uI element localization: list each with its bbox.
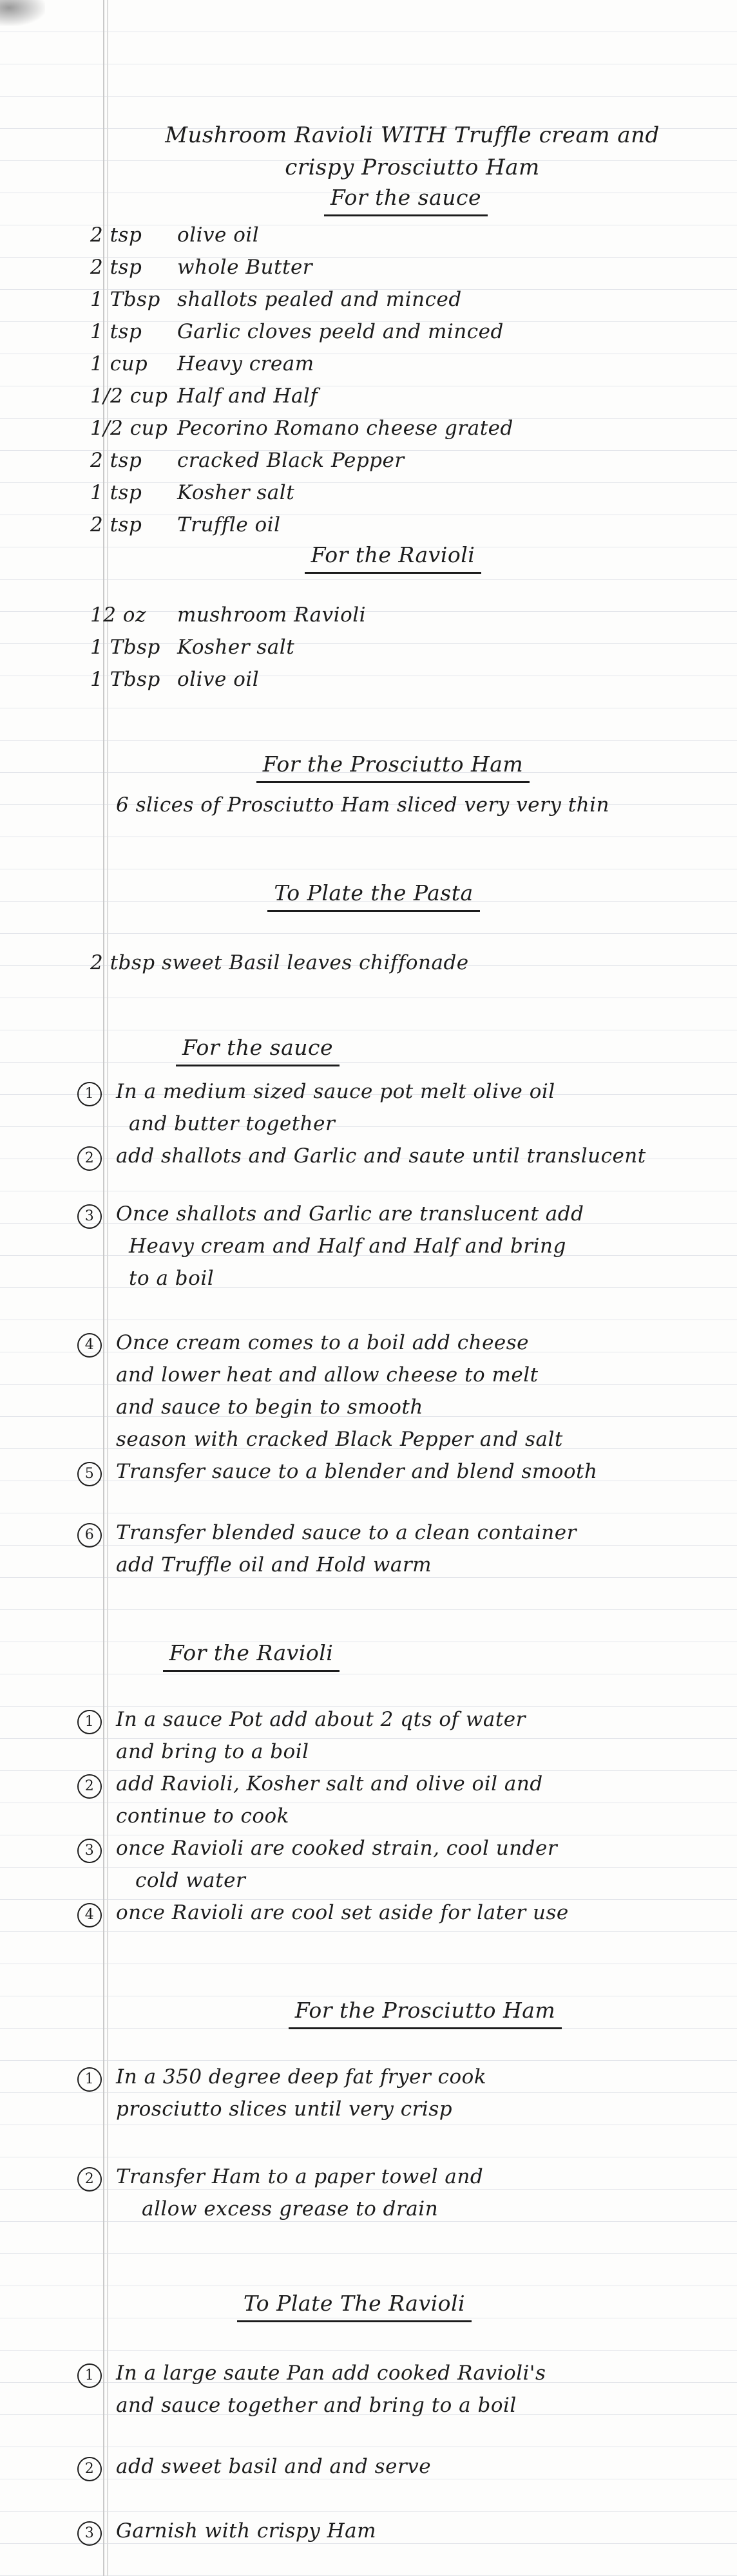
heading-ravioli-ingredients: For the Ravioli [232,541,554,574]
plate-pasta-ingredient: 2 tbsp sweet Basil leaves chiffonade [90,951,469,974]
heading-sauce-steps: For the sauce [148,1034,367,1066]
ingredient-row: 1 tsp Kosher salt [90,481,295,504]
recipe-page: Mushroom Ravioli WITH Truffle cream and crispy Prosciutto Ham For the sauce 2 tsp olive oil 2 tsp whole Butter 1 Tbsp shallots pealed and minced 1 tsp Garlic cloves peeld and minced 1 cup Heavy cream 1/2 cup Half and Half 1/2 cup Pecorino Romano cheese grated 2 tsp cracked Black Pepper 1 tsp Kosher salt 2 tsp Truffle oil For the Ravioli 12 oz mushroom Ravioli 1 Tbsp Kosher salt 1 Tbsp olive oil For the Prosciutto Ham 6 slices of Prosciutto Ham sliced very very thin To Plate the Pasta 2 tbsp sweet Basil leaves chiffonade For the sauce 1 In a medium sized sauce pot melt olive oil and butter together 2 add shallots and Garlic and saute until translucent 3 Once shallots and Garlic are translucent add Heavy cream and Half and Half and bring to a boil 4 Once cream comes to a boil add cheese and lower heat and allow cheese to melt and sauce to begin to smooth season with cracked Black Pepper and salt 5 Transfer sauce to a blender and blend smooth 6 Transfer blended sauce to a clean container add Truffle oil and Hold warm For the Ravioli 1 In a sauce Pot add about 2 qts of water and bring to a boil 2 add Ravioli, Kosher salt and olive oil and continue to cook 3 once Ravioli are cooked strain, cool under cold water 4 once Ravioli are cool set aside for later use For the Prosciutto Ham 1 In a 350 degree deep fat fryer cook prosciutto slices until very crisp 2 Transfer Ham to a paper towel and allow excess grease to drain To Plate The Ravioli 1 In a large saute Pan add cooked Ravioli's and sauce together and bring to a boil 2 add sweet basil and and serve 3 Garnish with crispy Ham [0,0,737,2576]
ingredient-row: 1 Tbsp Kosher salt [90,636,295,659]
ingredient-row: 2 tsp whole Butter [90,256,313,279]
heading-plate-ravioli: To Plate The Ravioli [193,2289,515,2322]
heading-ravioli-steps: For the Ravioli [135,1639,367,1672]
heading-ham-steps: For the Prosciutto Ham [245,1996,606,2029]
recipe-title-line-2: crispy Prosciutto Ham [285,155,540,180]
scan-smudge [0,0,45,26]
ingredient-row: 2 tsp Truffle oil [90,513,281,536]
heading-plate-pasta: To Plate the Pasta [213,879,535,912]
ingredient-row: 2 tsp cracked Black Pepper [90,449,405,472]
ham-ingredient: 6 slices of Prosciutto Ham sliced very very thin [116,793,610,817]
ingredient-row: 1 tsp Garlic cloves peeld and minced [90,320,504,343]
heading-ham-ingredients: For the Prosciutto Ham [213,750,573,783]
recipe-title-line-1: Mushroom Ravioli WITH Truffle cream and [165,122,660,148]
ingredient-row: 1 Tbsp shallots pealed and minced [90,288,462,311]
heading-sauce-ingredients: For the sauce [251,184,560,216]
ingredient-row: 1 cup Heavy cream [90,352,314,375]
ingredient-row: 1/2 cup Pecorino Romano cheese grated [90,417,513,440]
ingredient-row: 12 oz mushroom Ravioli [90,603,367,627]
ingredient-row: 1/2 cup Half and Half [90,384,318,408]
ingredient-row: 1 Tbsp olive oil [90,668,260,691]
ingredient-row: 2 tsp olive oil [90,223,260,247]
